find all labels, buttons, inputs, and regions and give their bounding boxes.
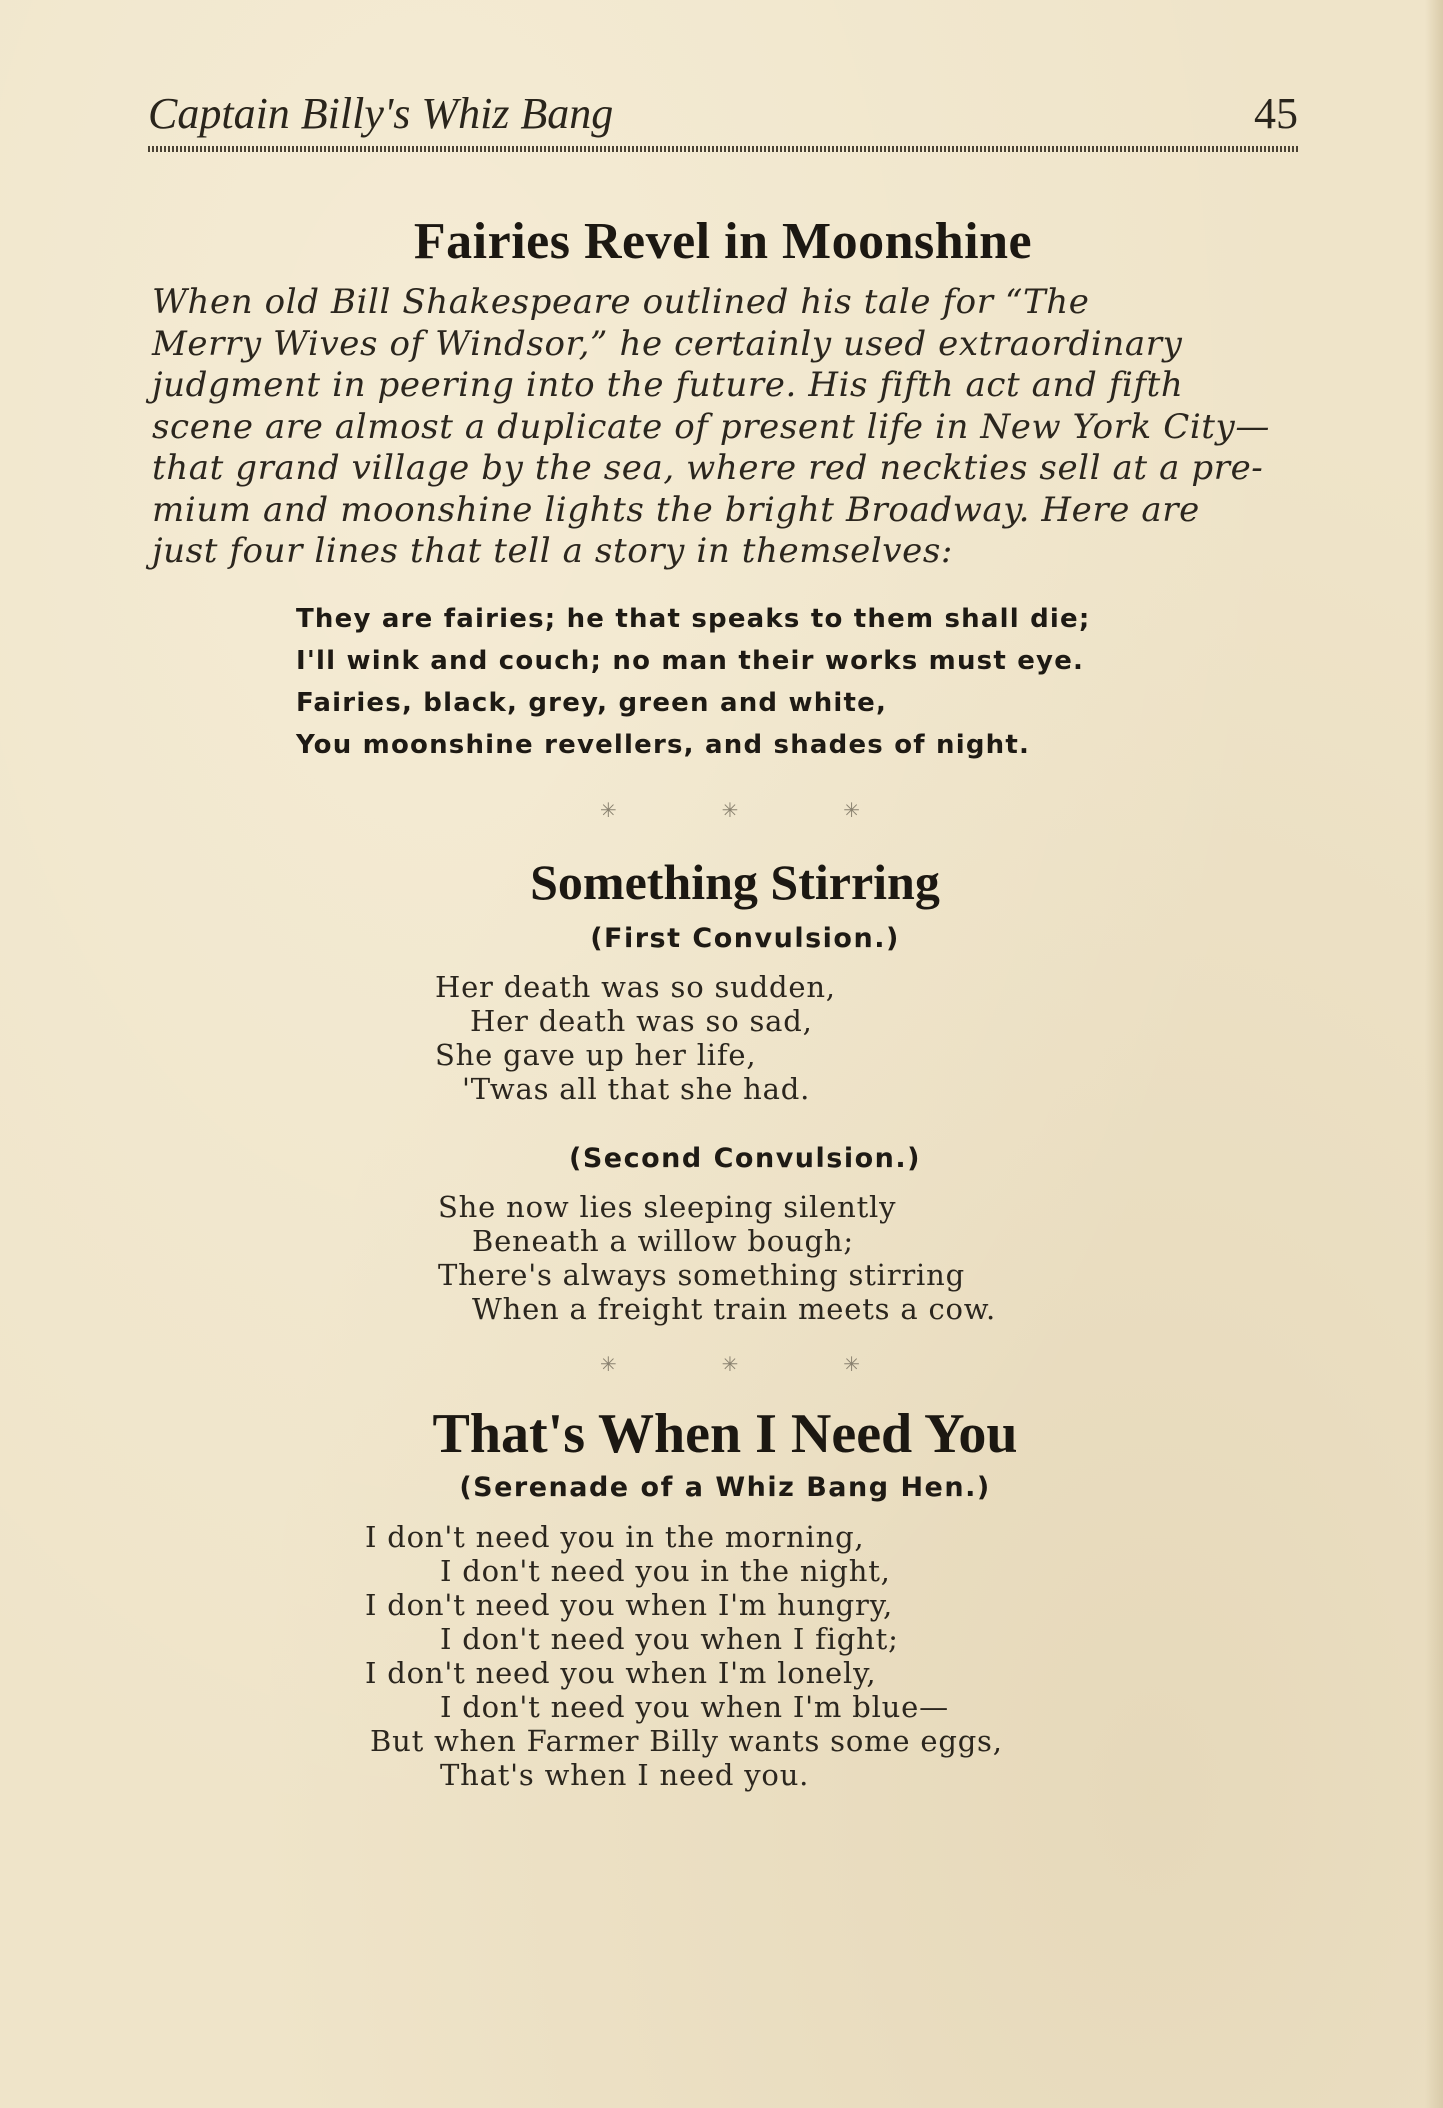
intro-line: mium and moonshine lights the bright Broadway. Here are xyxy=(152,489,1200,530)
asterisk-ornament-icon: ✳ xyxy=(721,798,739,822)
article-title-stirring: Something Stirring xyxy=(530,854,940,910)
quote-line: You moonshine revellers, and shades of night. xyxy=(296,730,1031,760)
header-rule xyxy=(148,146,1298,152)
section-separator xyxy=(600,798,860,828)
verse-line: Her death was so sad, xyxy=(470,1004,813,1038)
verse-line: She gave up her life, xyxy=(435,1038,757,1072)
verse-line: But when Farmer Billy wants some eggs, xyxy=(370,1724,1003,1758)
verse-line: I don't need you when I fight; xyxy=(440,1622,899,1656)
verse-line: I don't need you when I'm hungry, xyxy=(365,1588,894,1622)
verse-line: I don't need you in the night, xyxy=(440,1554,891,1588)
article-intro xyxy=(152,282,1298,573)
article-title-fairies: Fairies Revel in Moonshine xyxy=(413,213,1033,270)
verse-line: 'Twas all that she had. xyxy=(462,1072,811,1106)
verse-line: Beneath a willow bough; xyxy=(472,1224,854,1258)
intro-line: judgment in peering into the future. His fifth act and fifth xyxy=(152,365,1184,405)
subhead-first-convulsion: (First Convulsion.) xyxy=(590,923,900,954)
subhead-serenade: (Serenade of a Whiz Bang Hen.) xyxy=(459,1472,991,1503)
quote-line: Fairies, black, grey, green and white, xyxy=(296,688,888,718)
page-edge-shadow xyxy=(1425,0,1443,2108)
asterisk-ornament-icon: ✳ xyxy=(600,798,617,822)
subhead-second-convulsion: (Second Convulsion.) xyxy=(569,1143,921,1174)
page-number: 45 xyxy=(1254,89,1298,138)
verse-line: Her death was so sudden, xyxy=(435,970,836,1004)
verse-line: I don't need you when I'm lonely, xyxy=(365,1656,877,1690)
verse-line: She now lies sleeping silently xyxy=(438,1190,897,1224)
verse-line: There's always something stirring xyxy=(438,1258,965,1292)
intro-line: Merry Wives of Windsor,” he certainly used extraordinary xyxy=(152,323,1183,364)
intro-line: When old Bill Shakespeare outlined his tale for “The xyxy=(152,282,1090,322)
verse-line: That's when I need you. xyxy=(440,1758,810,1792)
intro-line: scene are almost a duplicate of present life in New York City— xyxy=(152,406,1270,447)
asterisk-ornament-icon: ✳ xyxy=(721,1352,739,1376)
verse-line: When a freight train meets a cow. xyxy=(472,1292,996,1326)
section-separator xyxy=(600,1352,860,1382)
quote-line: I'll wink and couch; no man their works must eye. xyxy=(296,646,1085,676)
magazine-title: Captain Billy's Whiz Bang xyxy=(148,89,614,138)
verse-line: I don't need you in the morning, xyxy=(365,1520,865,1554)
intro-line: just four lines that tell a story in themselves: xyxy=(152,531,953,571)
intro-line: that grand village by the sea, where red neckties sell at a pre- xyxy=(152,448,1264,488)
running-head xyxy=(148,88,1298,148)
verse-line: I don't need you when I'm blue— xyxy=(440,1690,949,1724)
asterisk-ornament-icon: ✳ xyxy=(843,798,860,822)
asterisk-ornament-icon: ✳ xyxy=(843,1352,860,1376)
asterisk-ornament-icon: ✳ xyxy=(600,1352,617,1376)
quote-line: They are fairies; he that speaks to them shall die; xyxy=(296,604,1091,634)
article-title-need-you: That's When I Need You xyxy=(432,1403,1018,1465)
